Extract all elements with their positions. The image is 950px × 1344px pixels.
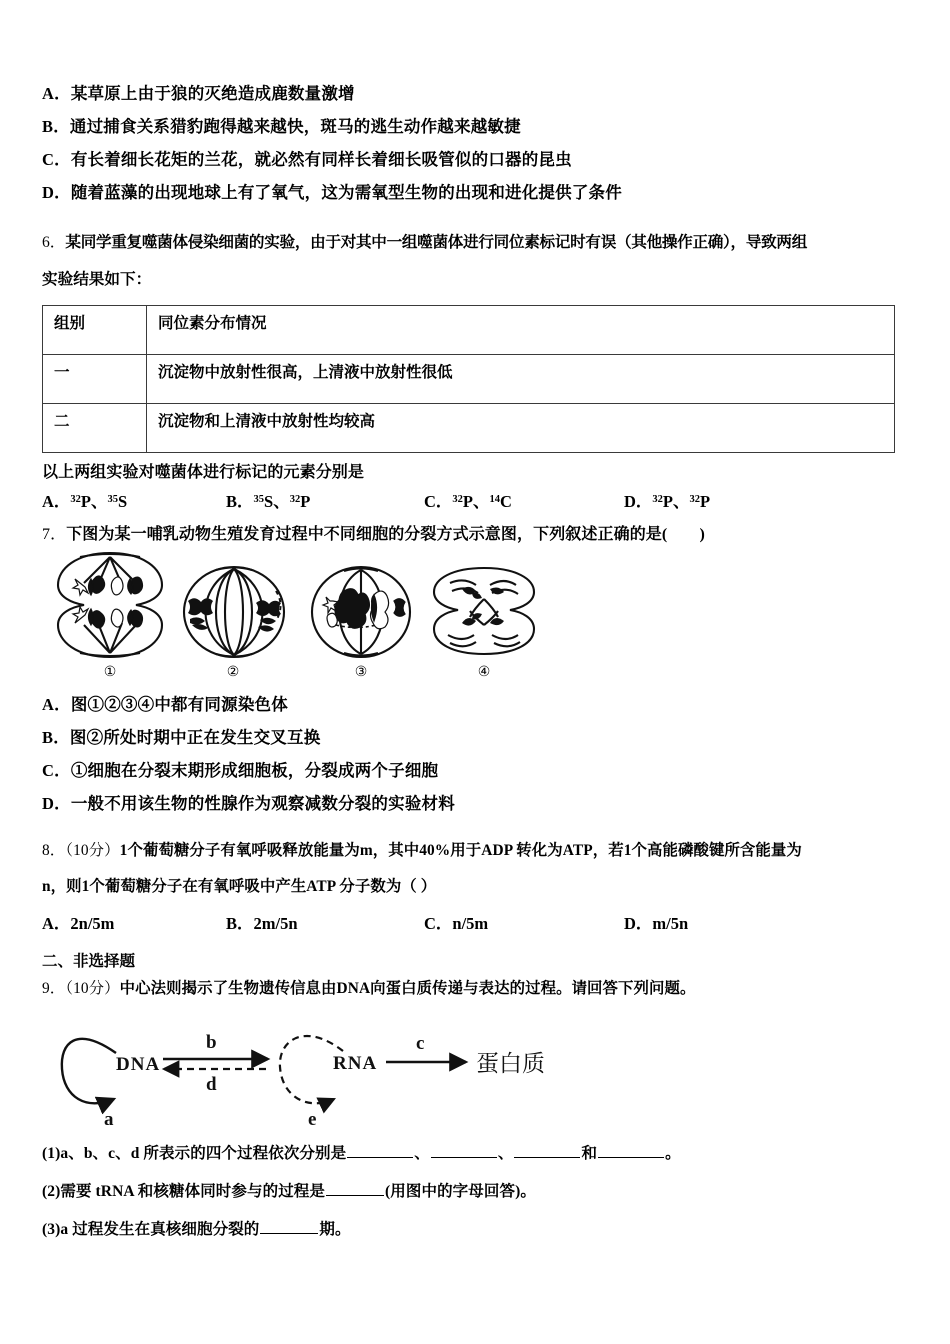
question-8-stem-line1: 1个葡萄糖分子有氧呼吸释放能量为m，其中40%用于ADP 转化为ATP，若1个高能磷酸键所含能量为 <box>119 842 802 859</box>
element-symbol: P <box>700 492 711 511</box>
question-number: 6． <box>42 234 66 251</box>
cell-figure-3 <box>308 563 414 661</box>
question-6-stem-line1: 某同学重复噬菌体侵染细菌的实验，由于对其中一组噬菌体进行同位素标记时有误（其他操作正确），导致两组 <box>65 234 808 251</box>
process-label-c: c <box>416 1033 425 1054</box>
element-symbol: S <box>118 492 128 511</box>
process-label-e: e <box>308 1109 317 1130</box>
option-c <box>424 910 624 934</box>
element-symbol: P <box>80 492 92 511</box>
answer-blank[interactable] <box>347 1144 413 1158</box>
option-c <box>424 488 624 512</box>
sub-question-2 <box>42 1173 908 1211</box>
cell-figure-label-4: ④ <box>477 665 491 680</box>
option-a <box>42 488 226 512</box>
option-text: 某草原上由于狼的灭绝造成鹿数量激增 <box>70 84 355 104</box>
sub-q1-sep-1: 、 <box>414 1145 430 1162</box>
question-9-stem-text: 中心法则揭示了生物遗传信息由DNA向蛋白质传递与表达的过程。请回答下列问题。 <box>119 980 696 997</box>
element-symbol: P <box>662 492 674 511</box>
element-symbol: P <box>300 492 311 511</box>
cell-figure-label-3: ③ <box>354 665 368 680</box>
option-text: 2m/5n <box>253 914 298 933</box>
table-cell-group: 二 <box>43 404 147 453</box>
question-7-stem <box>42 527 908 543</box>
option-b <box>226 910 424 934</box>
superscript: 32 <box>452 494 463 505</box>
option-row <box>42 78 908 111</box>
superscript: 35 <box>253 494 265 505</box>
question-8-stem-line2: n，则1个葡萄糖分子在有氧呼吸中产生ATP 分子数为（ ） <box>42 878 437 895</box>
answer-blank[interactable] <box>326 1182 384 1196</box>
sub-question-2-suffix: (用图中的字母回答)。 <box>385 1183 536 1200</box>
table-header-cell: 同位素分布情况 <box>147 306 895 355</box>
answer-blank[interactable] <box>598 1144 664 1158</box>
option-row <box>42 788 908 821</box>
option-text: 2n/5m <box>70 914 115 933</box>
option-letter: B． <box>226 914 254 933</box>
sub-q1-suffix: 。 <box>665 1145 681 1162</box>
cell-figure-label-1: ① <box>103 665 117 680</box>
separator: 、 <box>91 492 108 511</box>
option-letter: B． <box>42 728 70 748</box>
question-number: 9． <box>42 980 66 997</box>
process-label-d-text: d <box>206 1074 217 1095</box>
isotope-distribution-table <box>42 305 895 453</box>
superscript: 32 <box>289 494 301 505</box>
element-symbol: S <box>264 492 274 511</box>
option-letter: C． <box>424 914 453 933</box>
option-letter: A． <box>42 914 71 933</box>
superscript: 32 <box>70 494 81 505</box>
cell-division-diagram <box>50 549 520 681</box>
cell-figure-1 <box>50 549 170 661</box>
option-text: 图①②③④中都有同源染色体 <box>70 695 288 715</box>
page-content <box>42 78 908 1249</box>
question-number: 8． <box>42 842 66 859</box>
option-text: m/5n <box>652 914 689 933</box>
option-d <box>624 488 824 512</box>
option-row <box>42 755 908 788</box>
sub-question-3-suffix: 期。 <box>319 1221 351 1238</box>
option-row <box>42 722 908 755</box>
question-score: （10分） <box>65 842 120 859</box>
table-cell-result: 沉淀物中放射性很高，上清液中放射性很低 <box>147 355 895 404</box>
central-dogma-svg <box>56 1007 576 1135</box>
question-7-stem-text: 下图为某一哺乳动物生殖发育过程中不同细胞的分裂方式示意图，下列叙述正确的是( ) <box>66 526 705 543</box>
element-symbol: P <box>462 492 474 511</box>
table-header-row <box>43 306 895 355</box>
option-a <box>42 910 226 934</box>
option-letter: C． <box>42 150 71 170</box>
answer-blank[interactable] <box>260 1220 318 1234</box>
option-letter: D． <box>42 183 71 203</box>
option-letter: D． <box>624 492 653 511</box>
sub-question-3 <box>42 1211 908 1249</box>
question-5-options <box>42 78 908 210</box>
option-letter: C． <box>424 492 453 511</box>
option-text: 一般不用该生物的性腺作为观察减数分裂的实验材料 <box>70 794 455 814</box>
superscript: 35 <box>107 494 119 505</box>
sub-question-2-prefix: (2)需要 tRNA 和核糖体同时参与的过程是 <box>42 1183 326 1200</box>
cell-figure-2 <box>180 563 288 661</box>
process-label-b: b <box>206 1032 217 1053</box>
superscript: 32 <box>652 494 663 505</box>
question-score: （10分） <box>65 980 120 997</box>
sub-q1-sep-2: 、 <box>497 1145 514 1162</box>
central-dogma-diagram <box>56 1007 586 1135</box>
sub-question-3-prefix: (3)a 过程发生在真核细胞分裂的 <box>42 1221 260 1238</box>
node-label-dna: DNA <box>116 1054 161 1075</box>
question-6-stem <box>42 224 916 298</box>
option-letter: B． <box>226 492 254 511</box>
cell-figure-label-2: ② <box>226 665 240 680</box>
question-6-stem-line2: 实验结果如下： <box>42 271 152 288</box>
separator: 、 <box>473 492 490 511</box>
question-9-stem <box>42 975 908 1003</box>
option-text: 通过捕食关系猎豹跑得越来越快，斑马的逃生动作越来越敏捷 <box>69 117 521 137</box>
answer-blank[interactable] <box>431 1144 497 1158</box>
table-row <box>43 355 895 404</box>
option-row <box>42 144 908 177</box>
element-symbol: C <box>500 492 512 511</box>
question-7 <box>42 527 908 821</box>
option-text: ①细胞在分裂末期形成细胞板，分裂成两个子细胞 <box>70 761 439 781</box>
table-row <box>43 404 895 453</box>
superscript: 32 <box>689 494 701 505</box>
node-label-rna: RNA <box>333 1053 378 1074</box>
cell-figure-4 <box>428 565 540 657</box>
table-header-cell: 组别 <box>43 306 147 355</box>
option-row <box>42 177 908 210</box>
option-letter: A． <box>42 695 71 715</box>
option-letter: D． <box>42 794 71 814</box>
process-label-a: a <box>104 1109 114 1130</box>
option-b <box>226 488 424 512</box>
separator: 、 <box>673 492 690 511</box>
question-9 <box>42 975 908 1249</box>
option-text: n/5m <box>452 914 489 933</box>
node-label-protein: 蛋白质 <box>476 1051 545 1076</box>
sub-question-1 <box>42 1135 908 1173</box>
table-cell-group: 一 <box>43 355 147 404</box>
question-6-options <box>42 483 908 517</box>
option-d <box>624 910 824 934</box>
answer-blank[interactable] <box>514 1144 580 1158</box>
sub-q1-sep-3: 和 <box>581 1145 598 1162</box>
option-letter: C． <box>42 761 71 781</box>
question-7-options <box>42 689 908 821</box>
question-8-options <box>42 905 908 939</box>
separator: 、 <box>273 492 290 511</box>
question-number: 7． <box>42 526 67 543</box>
question-8 <box>42 833 908 939</box>
option-text: 图②所处时期中正在发生交叉互换 <box>69 728 321 748</box>
option-text: 有长着细长花矩的兰花，就必然有同样长着细长吸管似的口器的昆虫 <box>70 150 572 170</box>
question-8-stem <box>42 833 908 905</box>
option-letter: D． <box>624 914 653 933</box>
superscript: 14 <box>489 494 501 505</box>
option-row <box>42 689 908 722</box>
option-text: 随着蓝藻的出现地球上有了氧气，这为需氧型生物的出现和进化提供了条件 <box>70 183 622 203</box>
section-heading: 二、非选择题 <box>42 953 136 970</box>
table-cell-result: 沉淀物和上清液中放射性均较高 <box>147 404 895 453</box>
question-6 <box>42 224 908 517</box>
option-row <box>42 111 908 144</box>
option-letter: A． <box>42 84 71 104</box>
option-letter: B． <box>42 117 70 137</box>
sub-question-1-prefix: (1)a、b、c、d 所表示的四个过程依次分别是 <box>42 1145 347 1162</box>
option-letter: A． <box>42 492 71 511</box>
question-6-prompt: 以上两组实验对噬菌体进行标记的元素分别是 <box>42 464 365 481</box>
